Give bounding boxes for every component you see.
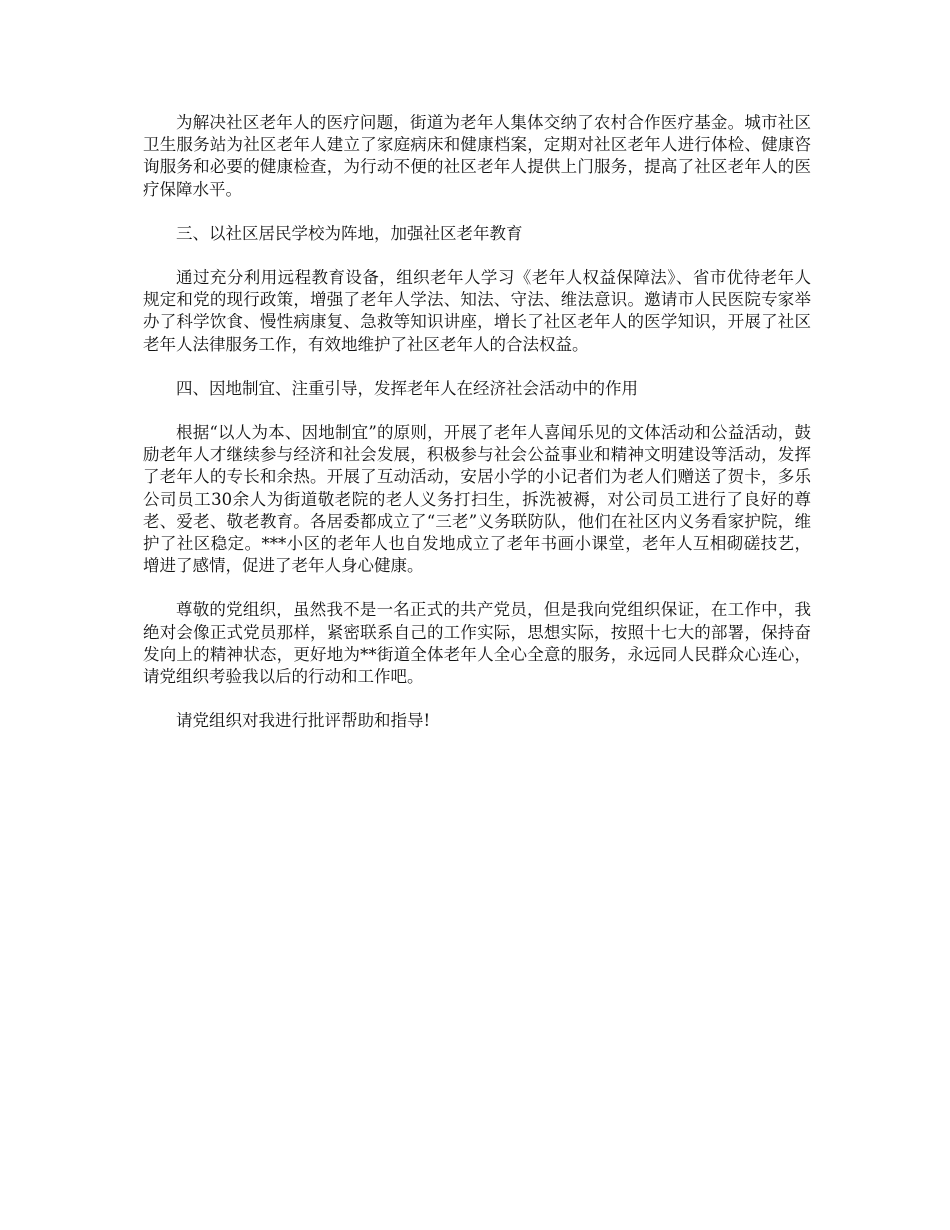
paragraph-medical-care: 为解决社区老年人的医疗问题，街道为老年人集体交纳了农村合作医疗基金。城市社区卫生服务站为社区老年人建立了家庭病床和健康档案，定期对社区老年人进行体检、健康咨询服务和必要的健康检查，为行动不便的社区老年人提供上门服务，提高了社区老年人的医疗保障水平。: [143, 113, 811, 199]
paragraph-activities: 根据“以人为本、因地制宜”的原则，开展了老年人喜闻乐见的文体活动和公益活动，鼓励老年人才继续参与经济和社会发展，积极参与社会公益事业和精神文明建设等活动，发挥了老年人的专长和余热。开展了互动活动，安居小学的小记者们为老人们赠送了贺卡，多乐公司员工30余人为街道敬老院的老人义务打扫生，拆洗被褥，对公司员工进行了良好的尊老、爱老、敬老教育。各居委都成立了“三老”义务联防队，他们在社区内义务看家护院，维护了社区稳定。***小区的老年人也自发地成立了老年书画小课堂，老年人互相砌磋技艺，增进了感情，促进了老年人身心健康。: [143, 423, 811, 576]
paragraph-education: 通过充分利用远程教育设备，组织老年人学习《老年人权益保障法》、省市优待老年人规定和党的现行政策，增强了老年人学法、知法、守法、维法意识。邀请市人民医院专家举办了科学饮食、慢性病康复、急救等知识讲座，增长了社区老年人的医学知识，开展了社区老年人法律服务工作，有效地维护了社区老年人的合法权益。: [143, 268, 811, 354]
paragraph-pledge: 尊敬的党组织，虽然我不是一名正式的共产党员，但是我向党组织保证，在工作中，我绝对会像正式党员那样，紧密联系自己的工作实际，思想实际，按照十七大的部署，保持奋发向上的精神状态，更好地为**街道全体老年人全心全意的服务，永远同人民群众心连心，请党组织考验我以后的行动和工作吧。: [143, 600, 811, 687]
document-page: [143, 112, 811, 754]
paragraph-closing: 请党组织对我进行批评帮助和指导!: [176, 711, 431, 731]
section-heading-three: 三、以社区居民学校为阵地，加强社区老年教育: [176, 223, 523, 243]
section-heading-four: 四、因地制宜、注重引导，发挥老年人在经济社会活动中的作用: [176, 378, 638, 398]
